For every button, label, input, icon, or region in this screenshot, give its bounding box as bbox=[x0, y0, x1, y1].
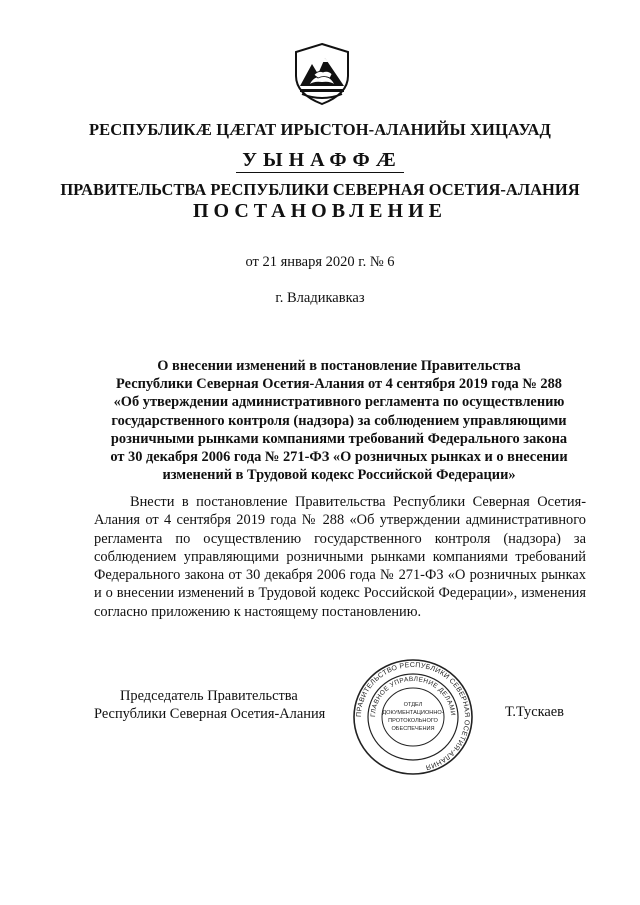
subject-line: «Об утверждении административного регламента по осуществлению bbox=[113, 394, 565, 411]
subject-line: от 30 декабря 2006 года № 271-ФЗ «О розничных рынках и о внесении bbox=[110, 449, 568, 466]
ossetian-organization-name: РЕСПУБЛИКӔ ЦӔГАТ ИРЫСТОН-АЛАНИЙЫ ХИЦАУАД bbox=[88, 120, 551, 139]
subject-line: Республики Северная Осетия-Алания от 4 сентября 2019 года № 288 bbox=[116, 376, 562, 393]
seal-outer-ring-text: ПРАВИТЕЛЬСТВО РЕСПУБЛИКИ СЕВЕРНАЯ ОСЕТИЯ-АЛАНИЯ bbox=[355, 661, 471, 771]
subject-line: розничными рынками компаниями требований Федерального закона bbox=[110, 430, 568, 447]
seal-center-line: ПРОТОКОЛЬНОГО bbox=[388, 718, 438, 724]
subject-line: О внесении изменений в постановление Правительства bbox=[157, 358, 521, 374]
document-subject bbox=[92, 357, 586, 484]
document-city: г. Владикавказ bbox=[275, 290, 365, 306]
seal-inner-ring-text: ГЛАВНОЕ УПРАВЛЕНИЕ ДЕЛАМИ bbox=[369, 675, 457, 718]
signatory-position-line: Республики Северная Осетия-Алания bbox=[94, 706, 326, 722]
ossetian-document-type: УЫНАФФӔ bbox=[0, 149, 640, 172]
russian-document-type: ПОСТАНОВЛЕНИЕ bbox=[193, 200, 447, 222]
document-body: Внести в постановление Правительства Республики Северная Осетия-Алания от 4 сентября 2019 года № 288 «Об утверждении административного регламента по осуществлению государственного контроля (надзора) за соблюдением управляющими розничными рынками компаниями требований Федерального закона от 30 декабря 2006 года № 271-ФЗ «О розничных рынках и о внесении изменений в Трудовой кодекс Российской Федерации», изменения согласно приложению к настоящему постановлению. bbox=[94, 494, 586, 620]
signatory-position bbox=[94, 687, 325, 723]
official-seal-icon bbox=[352, 658, 474, 776]
document-date-number: от 21 января 2020 г. № 6 bbox=[245, 254, 395, 270]
seal-center-line: ДОКУМЕНТАЦИОННО- bbox=[382, 710, 444, 716]
signatory-position-line: Председатель Правительства bbox=[120, 688, 298, 704]
seal-center-line: ОТДЕЛ bbox=[403, 702, 423, 708]
subject-line: изменений в Трудовой кодекс Российской Федерации» bbox=[162, 467, 516, 484]
coat-of-arms-icon bbox=[292, 42, 352, 106]
russian-organization-name: ПРАВИТЕЛЬСТВА РЕСПУБЛИКИ СЕВЕРНАЯ ОСЕТИЯ-АЛАНИЯ bbox=[60, 180, 580, 199]
seal-center-line: ОБЕСПЕЧЕНИЯ bbox=[391, 726, 435, 732]
subject-line: государственного контроля (надзора) за соблюдением управляющими bbox=[111, 412, 567, 429]
signatory-name: Т.Тускаев bbox=[505, 704, 564, 720]
